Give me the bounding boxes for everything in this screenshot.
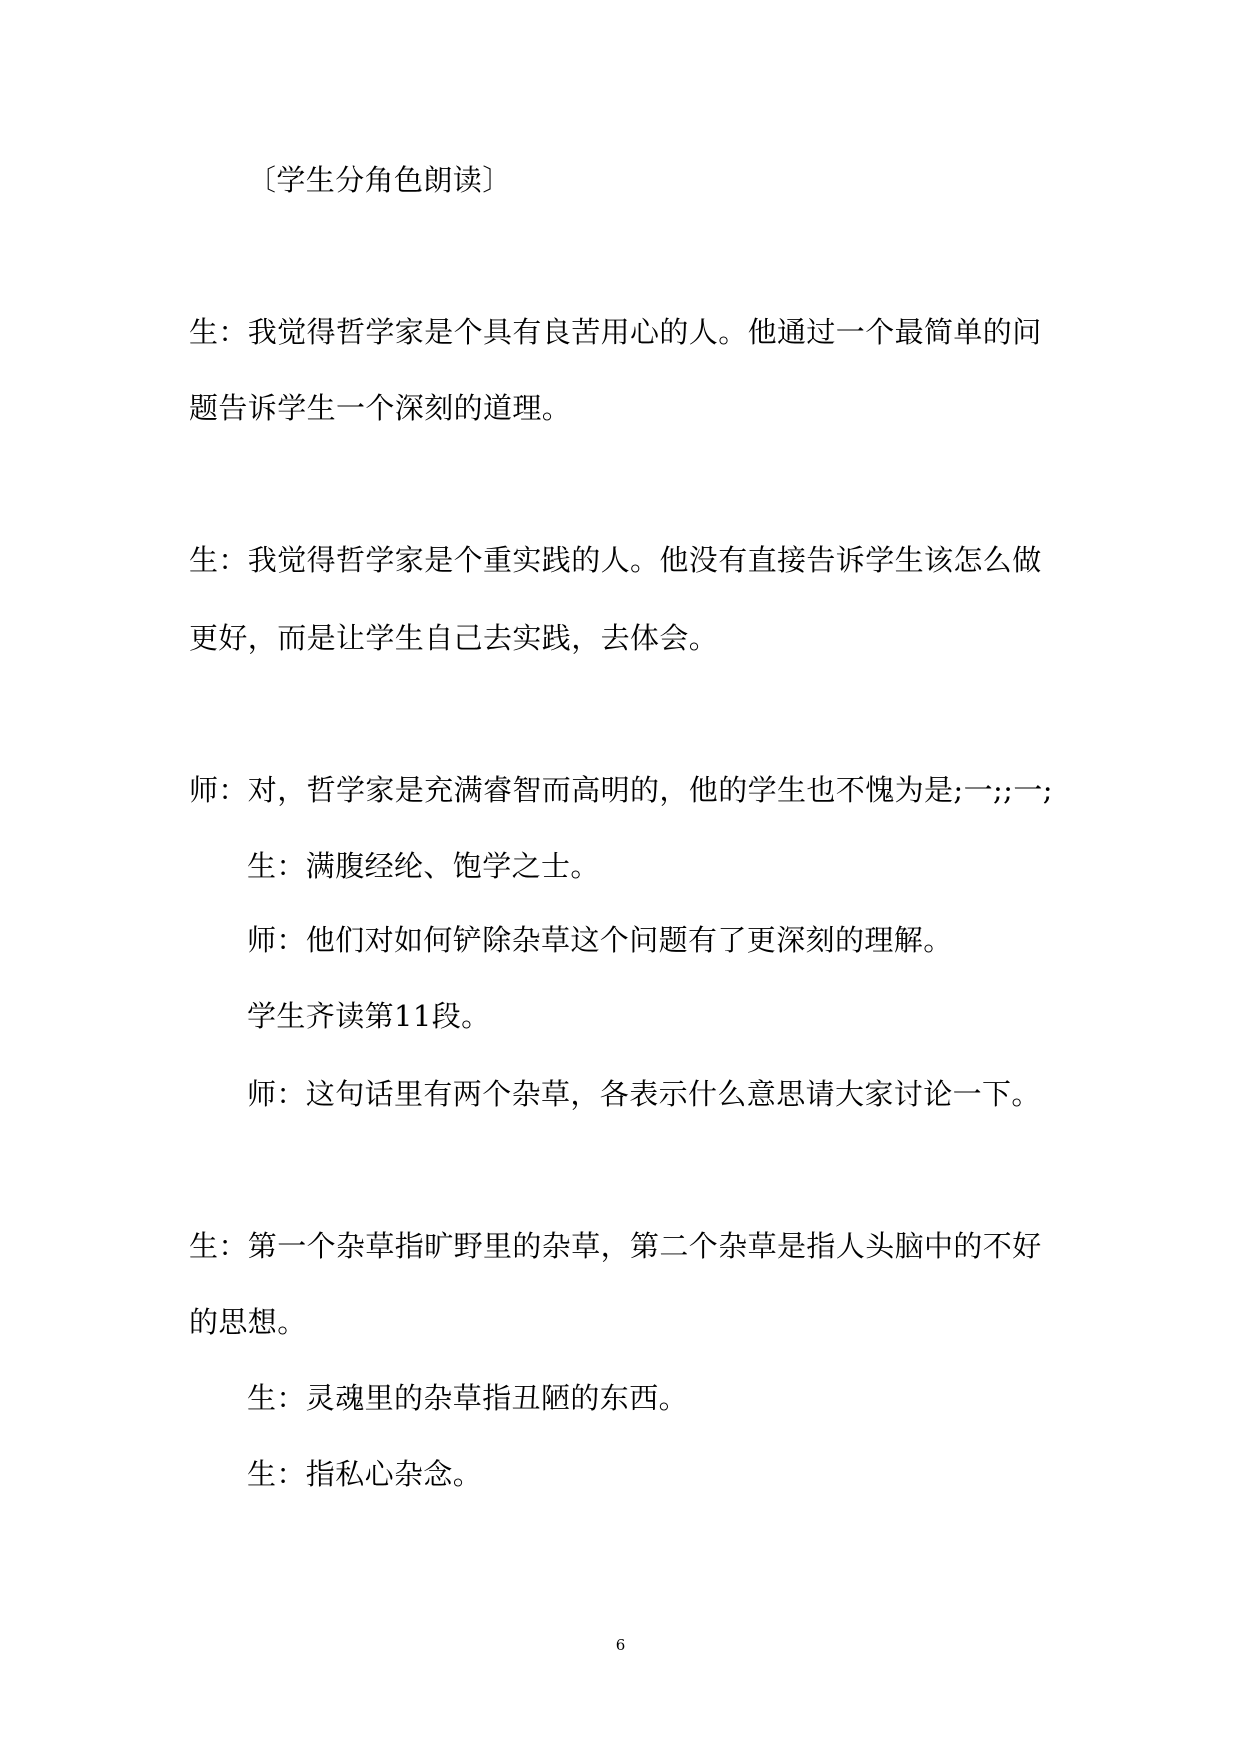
text-line: 生：满腹经纶、饱学之士。 [247,849,600,883]
text-line: 更好，而是让学生自己去实践，去体会。 [189,621,719,655]
text-line: 师：对，哲学家是充满睿智而高明的，他的学生也不愧为是;一;;一; [189,773,1053,807]
text-line: 师：这句话里有两个杂草，各表示什么意思请大家讨论一下。 [247,1077,1041,1111]
text-line: 生：我觉得哲学家是个重实践的人。他没有直接告诉学生该怎么做 [189,543,1042,577]
text-line: 生：灵魂里的杂草指丑陋的东西。 [247,1381,689,1415]
text-line: 的思想。 [189,1305,307,1339]
text-line: 生：指私心杂念。 [247,1457,483,1491]
text-line: 师：他们对如何铲除杂草这个问题有了更深刻的理解。 [247,923,953,957]
text-line: 〔学生分角色朗读〕 [247,163,512,197]
page-number: 6 [615,1636,626,1654]
text-line: 题告诉学生一个深刻的道理。 [189,391,572,425]
text-line: 生：第一个杂草指旷野里的杂草，第二个杂草是指人头脑中的不好 [189,1229,1042,1263]
text-line: 生：我觉得哲学家是个具有良苦用心的人。他通过一个最简单的问 [189,315,1042,349]
text-line: 学生齐读第11段。 [247,999,491,1033]
